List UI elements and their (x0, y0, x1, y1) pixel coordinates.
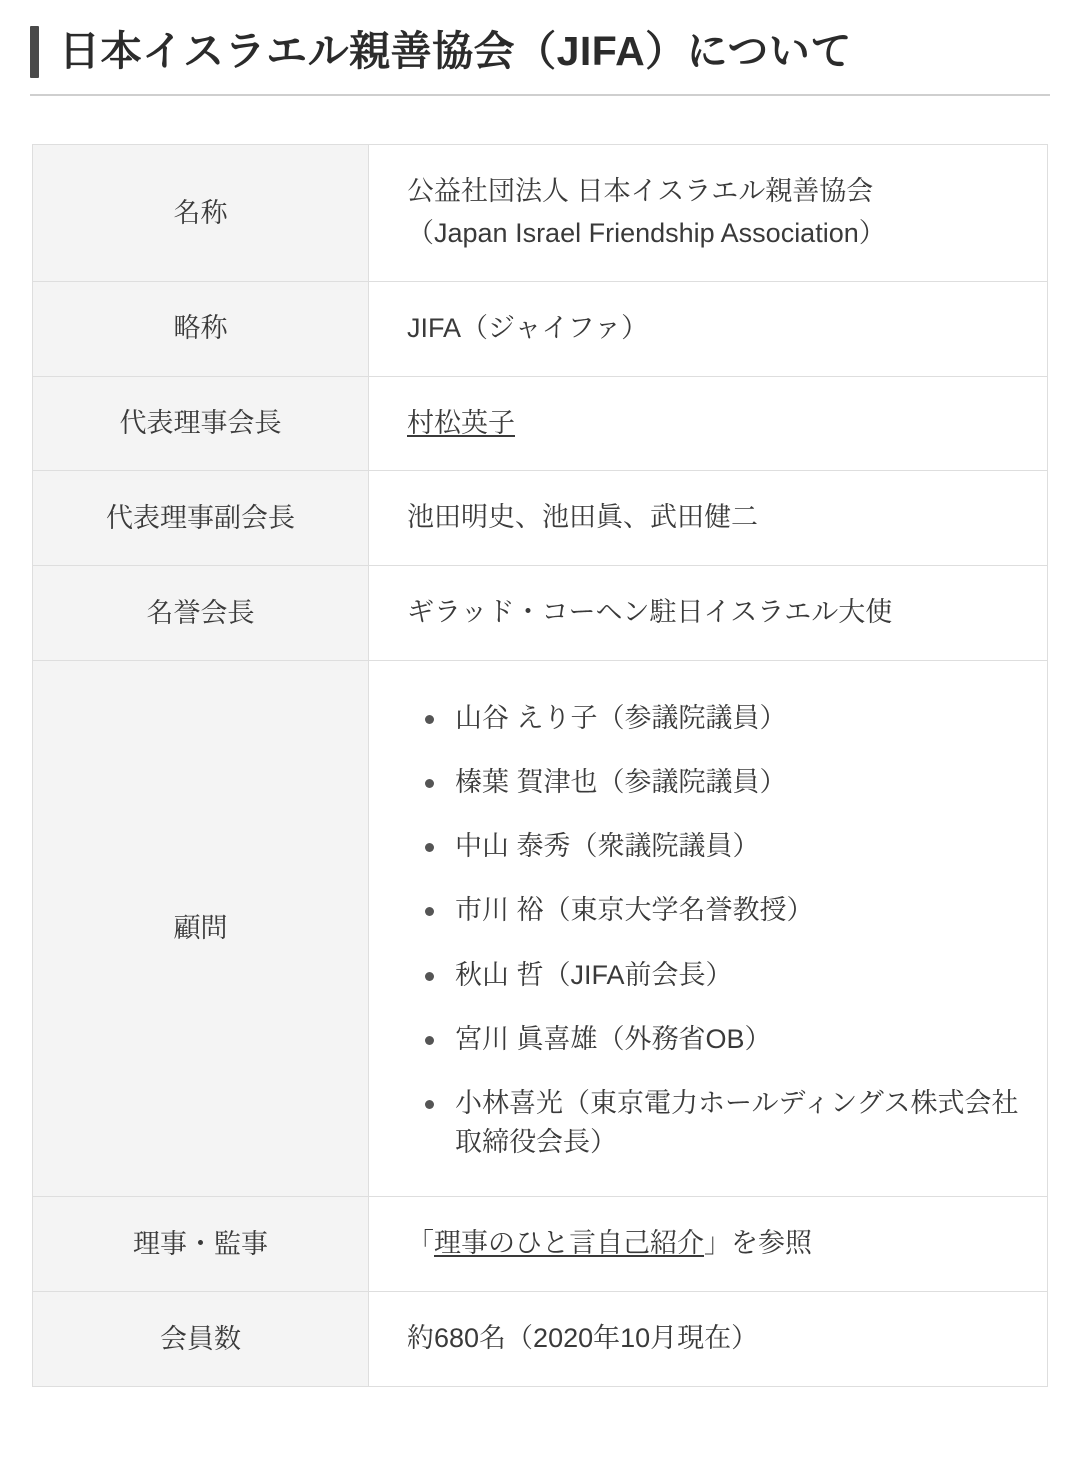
list-item: 宮川 眞喜雄（外務省OB） (451, 1020, 1021, 1059)
table-row-chairperson (33, 376, 1048, 471)
page-title (30, 26, 1050, 96)
row-label-directors-auditors: 理事・監事 (33, 1197, 369, 1292)
title-accent-bar (30, 26, 39, 78)
row-value-abbreviation: JIFA（ジャイファ） (369, 281, 1048, 376)
row-label-vice-chairpersons: 代表理事副会長 (33, 471, 369, 566)
row-value-advisors (369, 661, 1048, 1197)
row-value-chairperson (369, 376, 1048, 471)
directors-intro-link[interactable]: 理事のひと言自己紹介 (434, 1228, 704, 1259)
table-row-advisors (33, 661, 1048, 1197)
row-label-chairperson: 代表理事会長 (33, 376, 369, 471)
row-value-member-count: 約680名（2020年10月現在） (369, 1292, 1048, 1387)
list-item: 山谷 えり子（参議院議員） (451, 699, 1021, 738)
page-title-text: 日本イスラエル親善協会（JIFA）について (59, 28, 852, 75)
name-line-en: （Japan Israel Friendship Association） (407, 217, 886, 248)
row-label-honorary-chairperson: 名誉会長 (33, 566, 369, 661)
row-label-name: 名称 (33, 145, 369, 282)
name-line-ja: 公益社団法人 日本イスラエル親善協会 (407, 176, 874, 206)
list-item: 榛葉 賀津也（参議院議員） (451, 763, 1021, 802)
directors-prefix: 「 (407, 1228, 434, 1259)
table-row-abbreviation (33, 281, 1048, 376)
table-row-honorary-chairperson (33, 566, 1048, 661)
row-label-abbreviation: 略称 (33, 281, 369, 376)
organization-info-table (32, 144, 1048, 1387)
row-value-vice-chairpersons: 池田明史、池田眞、武田健二 (369, 471, 1048, 566)
directors-suffix: 」を参照 (704, 1228, 812, 1259)
row-value-name (369, 145, 1048, 282)
table-row-directors-auditors (33, 1197, 1048, 1292)
row-label-member-count: 会員数 (33, 1292, 369, 1387)
table-row-vice-chairpersons (33, 471, 1048, 566)
chairperson-link[interactable]: 村松英子 (407, 407, 515, 438)
page-container (0, 26, 1080, 1387)
list-item: 中山 泰秀（衆議院議員） (451, 827, 1021, 866)
row-value-honorary-chairperson: ギラッド・コーヘン駐日イスラエル大使 (369, 566, 1048, 661)
row-label-advisors: 顧問 (33, 661, 369, 1197)
list-item: 市川 裕（東京大学名誉教授） (451, 891, 1021, 930)
list-item: 小林喜光（東京電力ホールディングス株式会社 取締役会長） (451, 1084, 1021, 1162)
advisors-list (407, 699, 1046, 1162)
row-value-directors-auditors (369, 1197, 1048, 1292)
table-row-name (33, 145, 1048, 282)
table-row-member-count (33, 1292, 1048, 1387)
list-item: 秋山 哲（JIFA前会長） (451, 956, 1021, 995)
